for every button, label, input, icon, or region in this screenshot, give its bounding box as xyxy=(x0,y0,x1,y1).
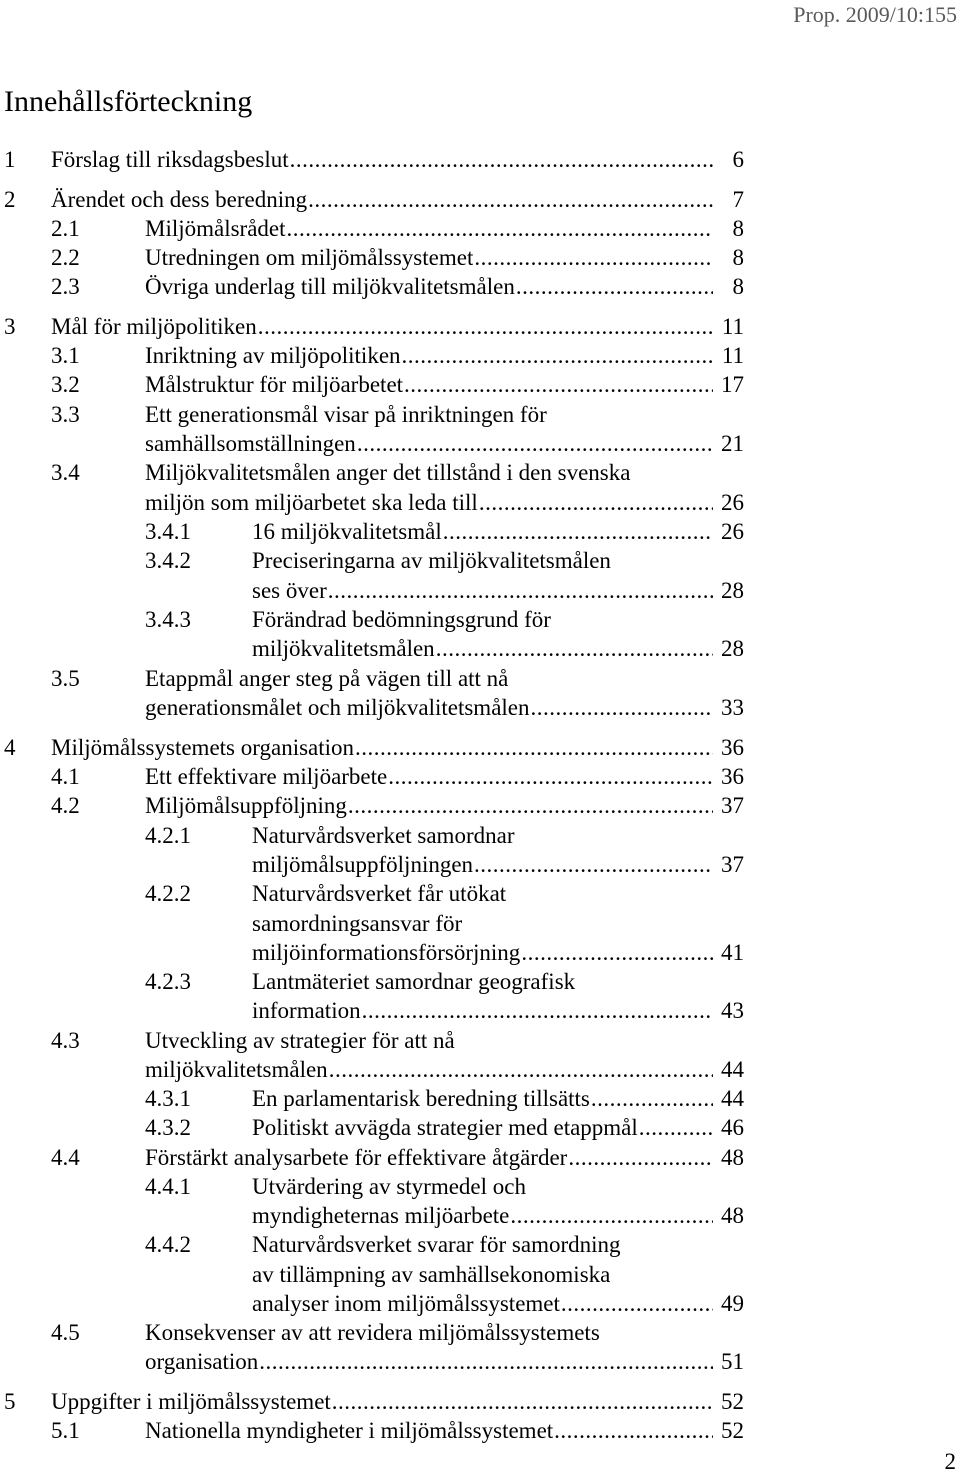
toc-entry-title: Förstärkt analysarbete för effektivare åtgärder xyxy=(145,1145,568,1170)
page-title: Innehållsförteckning xyxy=(4,85,253,118)
toc-entry[interactable] xyxy=(0,312,960,342)
toc-entry-title: Utredningen om miljömålssystemet xyxy=(145,245,474,270)
toc-entry-continuation[interactable] xyxy=(0,850,960,880)
toc-entry-title: Målstruktur för miljöarbetet xyxy=(145,372,404,397)
toc-entry-page: 36 xyxy=(721,764,744,789)
leader-dots xyxy=(516,272,713,302)
toc-entry-title-cont: miljökvalitetsmålen xyxy=(145,1057,328,1082)
toc-entry-title: 16 miljökvalitetsmål xyxy=(252,519,442,544)
toc-entry-title-cont: information xyxy=(252,998,361,1023)
toc-entry-title-cont: miljöinformationsförsörjning xyxy=(252,940,521,965)
toc-entry-number: 4.2.3 xyxy=(145,969,191,994)
toc-entry-title-cont: myndigheternas miljöarbete xyxy=(252,1203,510,1228)
page-number: 2 xyxy=(944,1449,956,1474)
leader-dots xyxy=(591,1084,713,1114)
toc-entry-line xyxy=(145,1143,744,1173)
toc-entry-page: 8 xyxy=(732,216,744,241)
toc-entry-line xyxy=(145,341,744,371)
toc-entry-number: 4.2.2 xyxy=(145,881,191,906)
toc-entry-number: 3.5 xyxy=(51,666,80,691)
toc-entry-page: 28 xyxy=(721,578,744,603)
toc-entry-number: 4.4.2 xyxy=(145,1232,191,1257)
toc-entry-title: Miljökvalitetsmålen anger det tillstånd i den svenska xyxy=(145,460,631,485)
toc-entry-continuation[interactable] xyxy=(0,576,960,606)
toc-entry[interactable] xyxy=(0,967,960,997)
toc-entry[interactable] xyxy=(0,546,960,576)
toc-entry-page: 8 xyxy=(732,245,744,270)
toc-entry-page: 41 xyxy=(721,940,744,965)
toc-entry[interactable] xyxy=(0,821,960,851)
toc-entry[interactable] xyxy=(0,762,960,792)
toc-entry-number: 3.1 xyxy=(51,343,80,368)
toc-entry-page: 17 xyxy=(721,372,744,397)
toc-entry-page: 48 xyxy=(721,1203,744,1228)
toc-entry-line xyxy=(145,429,744,459)
toc-entry-continuation[interactable] xyxy=(0,429,960,459)
leader-dots xyxy=(639,1113,713,1143)
toc-entry-number: 4.3.2 xyxy=(145,1115,191,1140)
leader-dots xyxy=(388,762,713,792)
leader-dots xyxy=(521,938,713,968)
toc-entry-page: 49 xyxy=(721,1291,744,1316)
toc-entry[interactable] xyxy=(0,1416,960,1446)
leader-dots xyxy=(474,850,713,880)
toc-entry-title-cont: miljön som miljöarbetet ska leda till xyxy=(145,490,478,515)
leader-dots xyxy=(436,634,713,664)
toc-entry-page: 8 xyxy=(732,274,744,299)
toc-entry[interactable] xyxy=(0,243,960,273)
toc-entry-number: 4.2.1 xyxy=(145,823,191,848)
toc-entry-number: 3.3 xyxy=(51,402,80,427)
toc-entry-title: Ärendet och dess beredning xyxy=(51,187,308,212)
toc-entry[interactable] xyxy=(0,1172,960,1202)
toc-entry-page: 26 xyxy=(721,490,744,515)
toc-entry[interactable] xyxy=(0,1084,960,1114)
toc-entry-continuation xyxy=(0,909,960,939)
toc-entry-page: 52 xyxy=(721,1418,744,1443)
leader-dots xyxy=(332,1387,713,1417)
toc-entry-title-cont: generationsmålet och miljökvalitetsmålen xyxy=(145,695,530,720)
toc-entry-line xyxy=(51,185,744,215)
toc-entry-title: Lantmäteriet samordnar geografisk xyxy=(252,969,576,994)
toc-entry-line xyxy=(252,1289,744,1319)
leader-dots xyxy=(443,517,713,547)
toc-entry-line xyxy=(252,850,744,880)
toc-entry[interactable] xyxy=(0,272,960,302)
toc-entry-number: 4.3 xyxy=(51,1028,80,1053)
leader-dots xyxy=(531,693,714,723)
toc-entry-title: Naturvårdsverket svarar för samordning xyxy=(252,1232,621,1257)
toc-entry-continuation[interactable] xyxy=(0,634,960,664)
toc-entry-title: En parlamentarisk beredning tillsätts xyxy=(252,1086,590,1111)
toc-entry-page: 11 xyxy=(721,343,744,368)
toc-entry-title: Uppgifter i miljömålssystemet xyxy=(51,1389,331,1414)
toc-entry-line xyxy=(145,1055,744,1085)
toc-entry-title: Politiskt avvägda strategier med etappmål xyxy=(252,1115,638,1140)
toc-entry-number: 1 xyxy=(4,147,16,172)
toc-entry-page: 21 xyxy=(721,431,744,456)
toc-entry[interactable] xyxy=(0,1230,960,1260)
toc-entry-number: 4.4 xyxy=(51,1145,80,1170)
toc-entry-title: Ett effektivare miljöarbete xyxy=(145,764,388,789)
toc-entry-title: Etappmål anger steg på vägen till att nå xyxy=(145,666,509,691)
toc-entry-line xyxy=(252,1113,744,1143)
toc-entry-line xyxy=(145,214,744,244)
leader-dots xyxy=(308,185,713,215)
toc-entry-line xyxy=(145,791,744,821)
leader-dots xyxy=(561,1289,713,1319)
toc-entry-title: Konsekvenser av att revidera miljömålssystemets xyxy=(145,1320,600,1345)
toc-entry[interactable] xyxy=(0,605,960,635)
toc-entry-page: 37 xyxy=(721,793,744,818)
leader-dots xyxy=(329,1055,713,1085)
leader-dots xyxy=(402,341,713,371)
leader-dots xyxy=(510,1201,713,1231)
toc-entry-number: 2 xyxy=(4,187,16,212)
toc-entry-title: Ett generationsmål visar på inriktningen för xyxy=(145,402,547,427)
toc-entry-page: 11 xyxy=(721,314,744,339)
toc-entry-title-cont: miljökvalitetsmålen xyxy=(252,636,435,661)
toc-entry[interactable] xyxy=(0,791,960,821)
toc-entry-page: 43 xyxy=(721,998,744,1023)
toc-entry-title: Inriktning av miljöpolitiken xyxy=(145,343,401,368)
toc-entry-number: 3.4.1 xyxy=(145,519,191,544)
toc-entry-line xyxy=(252,1201,744,1231)
toc-entry[interactable] xyxy=(0,341,960,371)
toc-entry-title-cont: samhällsomställningen xyxy=(145,431,356,456)
leader-dots xyxy=(355,733,713,763)
toc-entry-title: Utveckling av strategier för att nå xyxy=(145,1028,455,1053)
toc-entry-number: 2.3 xyxy=(51,274,80,299)
toc-entry-page: 52 xyxy=(721,1389,744,1414)
toc-entry-line xyxy=(252,634,744,664)
toc-entry-page: 46 xyxy=(721,1115,744,1140)
toc-entry-continuation[interactable] xyxy=(0,996,960,1026)
toc-entry-number: 4 xyxy=(4,735,16,760)
toc-entry-title: Miljömålssystemets organisation xyxy=(51,735,355,760)
toc-entry[interactable] xyxy=(0,1387,960,1417)
toc-entry-title: Övriga underlag till miljökvalitetsmålen xyxy=(145,274,515,299)
toc-entry-page: 36 xyxy=(721,735,744,760)
toc-entry-title: Naturvårdsverket får utökat xyxy=(252,881,507,906)
toc-entry[interactable] xyxy=(0,214,960,244)
toc-entry-number: 4.4.1 xyxy=(145,1174,191,1199)
toc-entry-line xyxy=(51,1387,744,1417)
toc-entry[interactable] xyxy=(0,145,960,175)
toc-entry-line xyxy=(252,576,744,606)
toc-entry-number: 3.4.3 xyxy=(145,607,191,632)
toc-entry-number: 4.1 xyxy=(51,764,80,789)
toc-entry-title: Mål för miljöpolitiken xyxy=(51,314,257,339)
toc-entry-number: 3.4 xyxy=(51,460,80,485)
toc-entry[interactable] xyxy=(0,1143,960,1173)
leader-dots xyxy=(357,429,713,459)
toc-entry[interactable] xyxy=(0,1318,960,1348)
document-header: Prop. 2009/10:155 xyxy=(793,2,957,27)
toc-entry-page: 33 xyxy=(721,695,744,720)
toc-entry-title-cont: organisation xyxy=(145,1349,259,1374)
toc-entry-continuation[interactable] xyxy=(0,1201,960,1231)
toc-entry-continuation[interactable] xyxy=(0,488,960,518)
toc-entry[interactable] xyxy=(0,733,960,763)
leader-dots xyxy=(348,791,713,821)
leader-dots xyxy=(362,996,713,1026)
toc-entry-title: Preciseringarna av miljökvalitetsmålen xyxy=(252,548,611,573)
toc-entry-line xyxy=(252,996,744,1026)
toc-entry-continuation xyxy=(0,1260,960,1290)
toc-entry-line xyxy=(145,272,744,302)
toc-entry-line xyxy=(145,1416,744,1446)
toc-entry-number: 2.1 xyxy=(51,216,80,241)
toc-entry-title-cont: miljömålsuppföljningen xyxy=(252,852,474,877)
toc-entry[interactable] xyxy=(0,1113,960,1143)
toc-entry-title: Miljömålsuppföljning xyxy=(145,793,347,818)
toc-entry-number: 5 xyxy=(4,1389,16,1414)
leader-dots xyxy=(287,214,713,244)
toc-entry-line xyxy=(145,243,744,273)
toc-entry[interactable] xyxy=(0,664,960,694)
toc-entry-page: 28 xyxy=(721,636,744,661)
toc-entry[interactable] xyxy=(0,1026,960,1056)
leader-dots xyxy=(258,312,713,342)
toc-entry-number: 5.1 xyxy=(51,1418,80,1443)
leader-dots xyxy=(479,488,713,518)
toc-entry-number: 4.5 xyxy=(51,1320,80,1345)
toc-entry[interactable] xyxy=(0,400,960,430)
leader-dots xyxy=(290,145,713,175)
toc-entry-number: 3 xyxy=(4,314,16,339)
toc-entry[interactable] xyxy=(0,517,960,547)
toc-entry-number: 4.2 xyxy=(51,793,80,818)
toc-entry-title: Förslag till riksdagsbeslut xyxy=(51,147,289,172)
toc-entry-title: Nationella myndigheter i miljömålssystemet xyxy=(145,1418,554,1443)
toc-entry[interactable] xyxy=(0,370,960,400)
toc-entry-page: 26 xyxy=(721,519,744,544)
toc-entry-line xyxy=(145,370,744,400)
toc-entry-number: 2.2 xyxy=(51,245,80,270)
toc-entry-continuation[interactable] xyxy=(0,938,960,968)
toc-entry-line xyxy=(145,762,744,792)
toc-entry-line xyxy=(252,1084,744,1114)
toc-entry-line xyxy=(51,312,744,342)
toc-entry-line xyxy=(252,517,744,547)
toc-entry-page: 44 xyxy=(721,1057,744,1082)
toc-entry-continuation[interactable] xyxy=(0,1055,960,1085)
toc-entry-page: 7 xyxy=(732,187,744,212)
leader-dots xyxy=(554,1416,713,1446)
toc-entry-title: Utvärdering av styrmedel och xyxy=(252,1174,526,1199)
toc-entry-continuation[interactable] xyxy=(0,1289,960,1319)
toc-entry-title-cont: analyser inom miljömålssystemet xyxy=(252,1291,560,1316)
leader-dots xyxy=(404,370,713,400)
toc-entry-title: Förändrad bedömningsgrund för xyxy=(252,607,551,632)
toc-entry-line xyxy=(145,1347,744,1377)
toc-entry[interactable] xyxy=(0,185,960,215)
toc-entry-number: 3.4.2 xyxy=(145,548,191,573)
toc-entry-title-cont: av tillämpning av samhällsekonomiska xyxy=(252,1262,611,1287)
toc-entry-line xyxy=(145,488,744,518)
toc-entry-line xyxy=(51,733,744,763)
toc-entry-line xyxy=(252,938,744,968)
toc-entry-page: 48 xyxy=(721,1145,744,1170)
toc-entry-title-cont: ses över xyxy=(252,578,327,603)
toc-entry-page: 6 xyxy=(732,147,744,172)
toc-entry[interactable] xyxy=(0,458,960,488)
toc-entry-line xyxy=(51,145,744,175)
toc-entry-number: 3.2 xyxy=(51,372,80,397)
leader-dots xyxy=(474,243,713,273)
leader-dots xyxy=(328,576,713,606)
toc-entry-page: 44 xyxy=(721,1086,744,1111)
toc-entry-line xyxy=(145,693,744,723)
leader-dots xyxy=(259,1347,713,1377)
toc-entry-title-cont: samordningsansvar för xyxy=(252,911,463,936)
toc-entry-page: 51 xyxy=(721,1349,744,1374)
toc-entry[interactable] xyxy=(0,879,960,909)
toc-entry-continuation[interactable] xyxy=(0,1347,960,1377)
toc-entry-title: Miljömålsrådet xyxy=(145,216,286,241)
toc-entry-page: 37 xyxy=(721,852,744,877)
toc-entry-number: 4.3.1 xyxy=(145,1086,191,1111)
leader-dots xyxy=(568,1143,713,1173)
toc-entry-continuation[interactable] xyxy=(0,693,960,723)
toc-entry-title: Naturvårdsverket samordnar xyxy=(252,823,515,848)
